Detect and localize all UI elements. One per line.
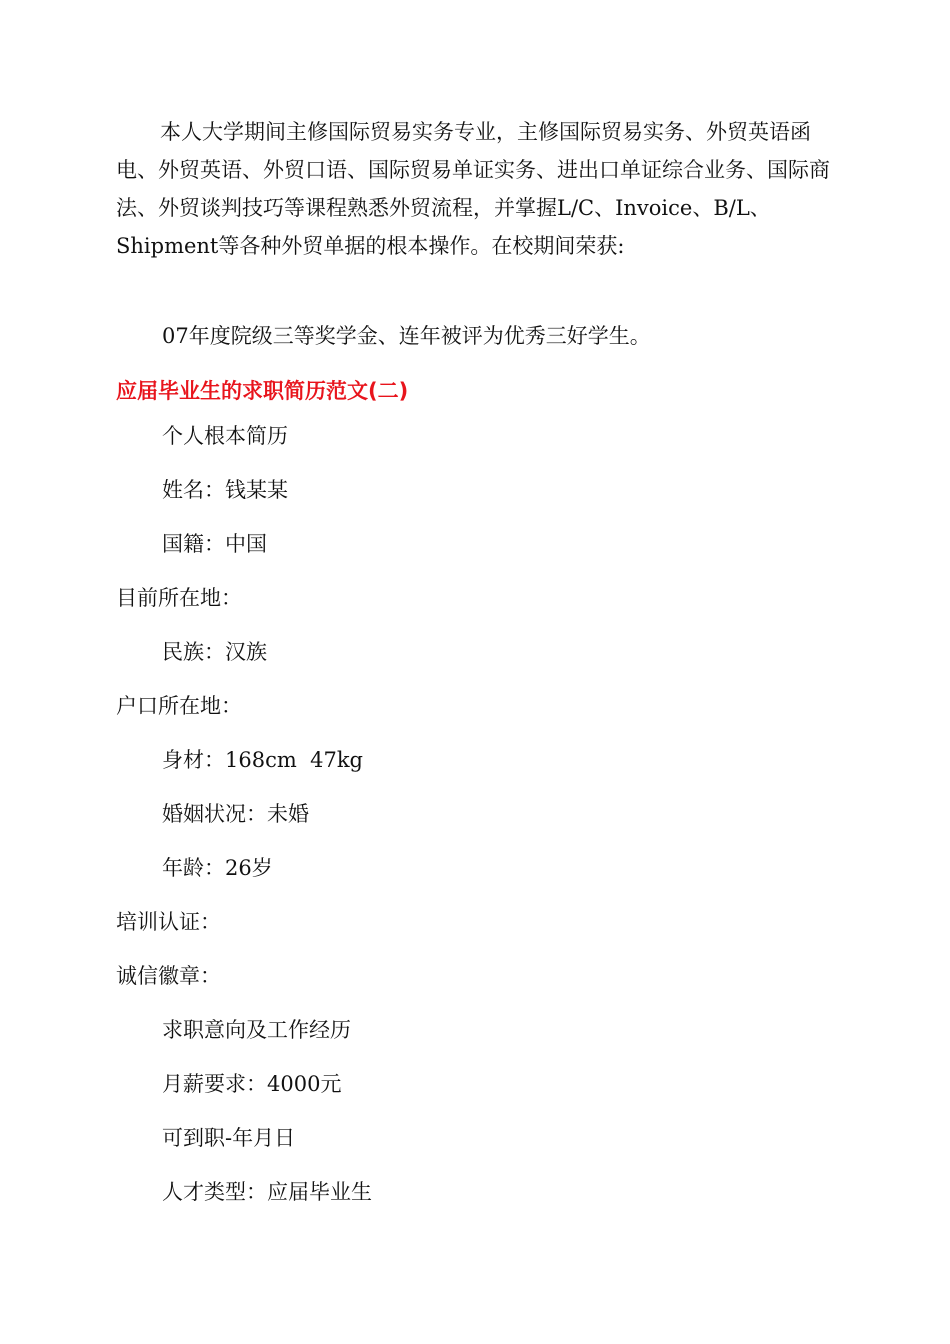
resume-nationality: 国籍：中国 [162, 532, 267, 556]
resume-ethnicity: 民族：汉族 [162, 640, 267, 664]
resume-job-title: 求职意向及工作经历 [162, 1018, 351, 1042]
resume-age: 年龄：26岁 [162, 856, 273, 880]
resume-salary: 月薪要求：4000元 [162, 1072, 342, 1096]
resume-name: 姓名：钱某某 [162, 478, 288, 502]
resume-basic-title: 个人根本简历 [162, 424, 288, 448]
section-heading: 应届毕业生的求职简历范文(二) [116, 379, 409, 403]
resume-body: 身材：168cm 47kg [162, 748, 363, 772]
award-line: 07年度院级三等奖学金、连年被评为优秀三好学生。 [162, 324, 651, 348]
resume-training: 培训认证： [116, 910, 221, 934]
resume-current-location: 目前所在地： [116, 586, 242, 610]
resume-availability: 可到职-年月日 [162, 1126, 296, 1150]
resume-talent-type: 人才类型：应届毕业生 [162, 1180, 372, 1204]
resume-hukou: 户口所在地： [116, 694, 242, 718]
resume-marital: 婚姻状况：未婚 [162, 802, 309, 826]
resume-credit: 诚信徽章： [116, 964, 221, 988]
intro-paragraph: 本人大学期间主修国际贸易实务专业，主修国际贸易实务、外贸英语函电、外贸英语、外贸口语、国际贸易单证实务、进出口单证综合业务、国际商法、外贸谈判技巧等课程熟悉外贸流程，并掌握L/C、Invoice、B/L、Shipment等各种外贸单据的根本操作。在校期间荣获: [116, 120, 830, 258]
